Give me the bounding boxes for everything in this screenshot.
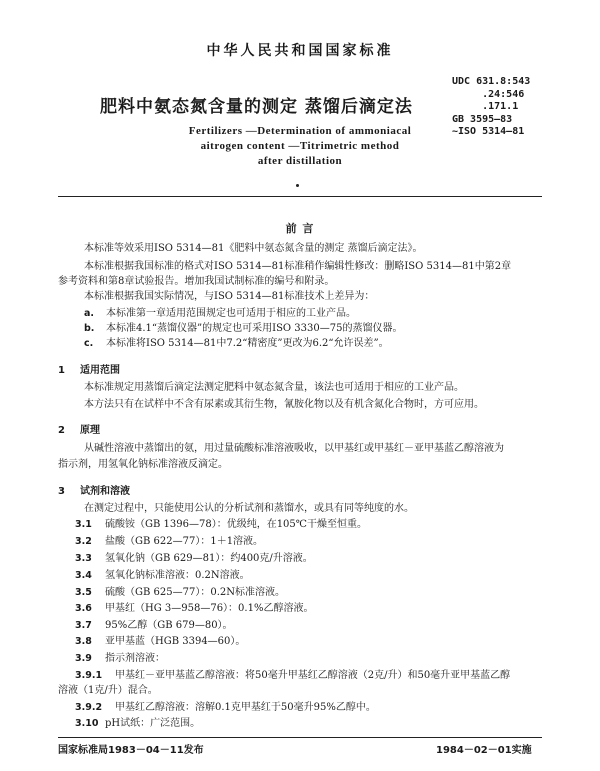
section-2-heading	[58, 421, 100, 436]
reagent-subitem	[75, 669, 510, 683]
item-label: b.	[84, 323, 95, 334]
section-1-heading	[58, 361, 120, 376]
item-number: 3.9.1	[75, 670, 103, 681]
iso-code: ~ISO 5314—81	[452, 126, 525, 137]
section-number: 3	[58, 486, 65, 497]
reagent-subitem-continuation: 溶液（1克/升）混合。	[58, 685, 158, 696]
item-text: 氢氧化钠（GB 629—81）：约400克/升溶液。	[105, 553, 313, 564]
udc-code: UDC 631.8:543	[452, 76, 531, 87]
item-text: 本标准将ISO 5314—81中7.2“精密度”更改为6.2“允许误差”。	[106, 338, 389, 349]
item-number: 3.5	[75, 587, 92, 598]
reagent-item	[75, 635, 245, 649]
item-number: 3.6	[75, 603, 92, 614]
item-text: 盐酸（GB 622—77）：1＋1溶液。	[105, 536, 264, 547]
english-title	[170, 124, 430, 169]
chinese-title: 肥料中氨态氮含量的测定 蒸馏后滴定法	[100, 97, 413, 117]
english-title-line: Fertilizers —Determination of ammoniacal	[188, 125, 412, 137]
item-number: 3.9.2	[75, 702, 103, 713]
item-label: a.	[84, 308, 95, 319]
reagent-item	[75, 552, 313, 566]
item-text: 硫酸（GB 625—77）：0.2N标准溶液。	[105, 587, 285, 598]
section-2-text: 从碱性溶液中蒸馏出的氨，用过量硫酸标准溶液吸收，以甲基红或甲基红－亚甲基蓝乙醇溶液为	[84, 443, 504, 454]
effective-date: 1984－02－01实施	[436, 745, 532, 756]
item-text: 甲基红－亚甲基蓝乙醇溶液：将50毫升甲基红乙醇溶液（2克/升）和50毫升亚甲基蓝乙醇	[115, 670, 511, 681]
reagent-item	[75, 619, 233, 633]
reagent-item	[75, 586, 285, 600]
reagent-item	[75, 569, 250, 583]
foreword-paragraph: 参考资料和第8章试验报告。增加我国试制标准的编号和附录。	[58, 276, 335, 287]
item-number: 3.7	[75, 620, 92, 631]
item-number: 3.4	[75, 570, 92, 581]
section-title: 原理	[80, 425, 100, 436]
section-3-heading	[58, 482, 130, 497]
gb-code: GB 3595—83	[452, 113, 513, 125]
section-2-text: 指示剂，用氢氧化钠标准溶液反滴定。	[58, 459, 228, 470]
english-title-line: aitrogen content —Titrimetric method	[200, 140, 400, 152]
foreword-paragraph: 本标准根据我国实际情况，与ISO 5314—81标准技术上差异为：	[84, 291, 375, 302]
decorative-dot	[296, 184, 299, 187]
item-number: 3.9	[75, 653, 92, 664]
reagent-subitem	[75, 701, 376, 715]
item-text: 氢氧化钠标准溶液：0.2N溶液。	[105, 570, 250, 581]
section-title: 试剂和溶液	[80, 486, 130, 497]
section-number: 1	[58, 365, 65, 376]
item-text: 95%乙醇（GB 679—80）。	[105, 620, 233, 631]
item-text: 甲基红乙醇溶液：溶解0.1克甲基红于50毫升95%乙醇中。	[115, 702, 376, 713]
item-text: 本标准4.1“蒸馏仪器”的规定也可采用ISO 3330—75的蒸馏仪器。	[106, 323, 403, 334]
section-number: 2	[58, 425, 65, 436]
reagent-item	[75, 652, 165, 666]
item-text: 甲基红（HG 3—958—76）：0.1%乙醇溶液。	[105, 603, 314, 614]
issue-date: 国家标准局1983－04－11发布	[58, 745, 204, 756]
standard-type-heading: 中华人民共和国国家标准	[206, 43, 394, 59]
udc-code-line3: .171.1	[452, 101, 519, 112]
item-number: 3.8	[75, 636, 92, 647]
section-title: 适用范围	[80, 365, 120, 376]
section-1-paragraph: 本标准规定用蒸馏后滴定法测定肥料中氨态氮含量，该法也可适用于相应的工业产品。	[84, 382, 464, 393]
reagent-item	[75, 518, 367, 532]
english-title-line: after distillation	[257, 155, 343, 167]
foreword-item	[84, 337, 389, 351]
foreword-item	[84, 322, 402, 336]
footer-divider	[58, 737, 542, 738]
classification-codes	[452, 76, 530, 139]
item-text: 亚甲基蓝（HGB 3394—60）。	[105, 636, 246, 647]
foreword-title: 前 言	[285, 222, 315, 235]
item-text: 本标准第一章适用范围规定也可适用于相应的工业产品。	[106, 308, 356, 319]
item-number: 3.2	[75, 536, 92, 547]
section-1-paragraph: 本方法只有在试样中不含有尿素或其衍生物，氰胺化物以及有机含氮化合物时，方可应用。	[84, 399, 484, 410]
item-text: 指示剂溶液：	[105, 653, 165, 664]
reagent-item	[75, 602, 313, 616]
item-text: 硫酸铵（GB 1396—78）：优级纯，在105℃干燥至恒重。	[105, 519, 367, 530]
header-divider	[58, 196, 542, 197]
udc-code-line2: .24:546	[452, 88, 525, 100]
item-number: 3.3	[75, 553, 92, 564]
item-text: pH试纸：广泛范围。	[105, 718, 201, 729]
item-number: 3.10	[75, 718, 99, 729]
item-label: c.	[84, 338, 94, 349]
reagent-item	[75, 717, 200, 731]
reagent-item	[75, 535, 263, 549]
section-3-intro: 在测定过程中，只能使用公认的分析试剂和蒸馏水，或具有同等纯度的水。	[84, 503, 414, 514]
foreword-item	[84, 307, 356, 321]
foreword-paragraph: 本标准根据我国标准的格式对ISO 5314—81标准稍作编辑性修改：删略ISO 5314—81中第2章	[84, 261, 512, 272]
foreword-paragraph: 本标准等效采用ISO 5314—81《肥料中氨态氮含量的测定 蒸馏后滴定法》。	[84, 243, 423, 254]
item-number: 3.1	[75, 519, 92, 530]
